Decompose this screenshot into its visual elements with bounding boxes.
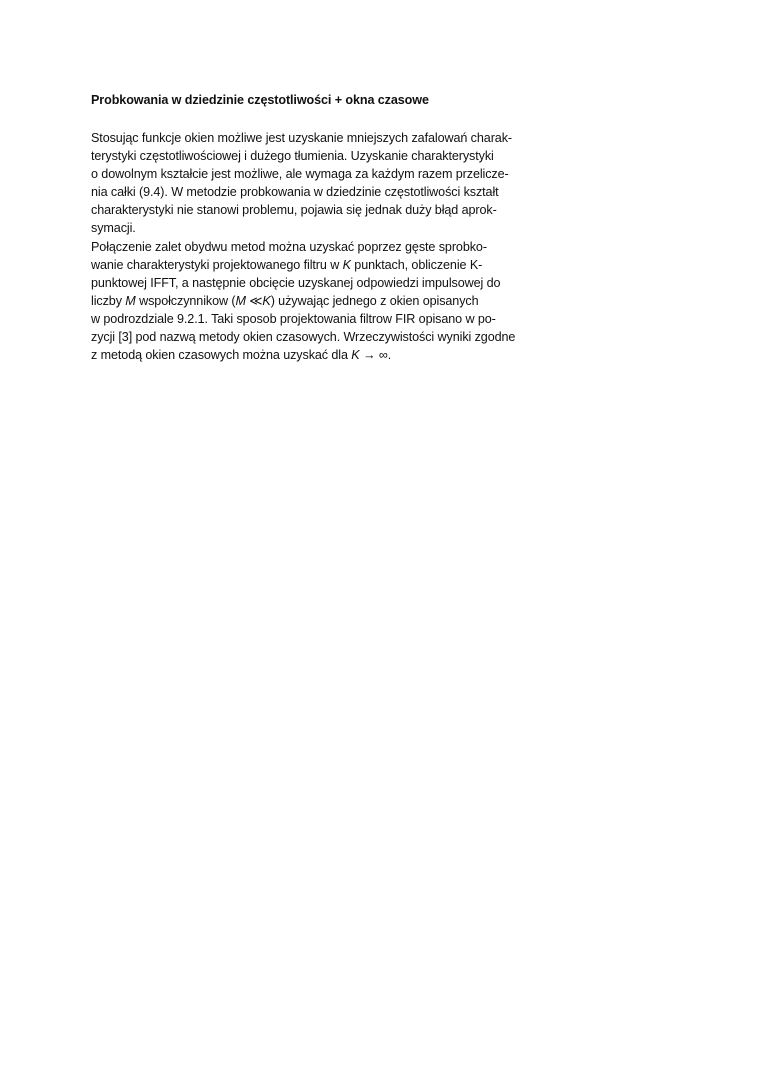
text-run: z metodą okien czasowych można uzyskać dla <box>91 348 352 363</box>
paragraph-1 <box>91 129 591 238</box>
text-run: wspołczynnikow ( <box>135 293 236 308</box>
paragraph-1-line: charakterystyki nie stanowi problemu, pojawia się jednak duży błąd aprok- <box>91 203 497 218</box>
paragraph-2-line <box>91 346 591 364</box>
text-run: liczby <box>91 293 126 308</box>
paragraph-2-line: zycji [3] pod nazwą metody okien czasowych. Wrzeczywistości wyniki zgodne <box>91 330 516 345</box>
paragraph-2-line: w podrozdziale 9.2.1. Taki sposob projektowania filtrow FIR opisano w po- <box>91 311 496 326</box>
paragraph-1-line: nia całki (9.4). W metodzie probkowania w dziedzinie częstotliwości kształt <box>91 185 499 200</box>
section-title: Probkowania w dziedzinie częstotliwości + okna czasowe <box>91 93 429 107</box>
math-symbol-m: M <box>125 293 136 308</box>
paragraph-1-line: terystyki częstotliwościowej i dużego tłumienia. Uzyskanie charakterystyki <box>91 149 494 164</box>
text-run: ) używając jednego z okien opisanych <box>270 293 479 308</box>
paragraph-2-line: Połączenie zalet obydwu metod można uzyskać poprzez gęste sprobko- <box>91 239 487 254</box>
paragraph-2-line <box>91 292 591 310</box>
paragraph-2 <box>91 238 591 365</box>
text-run: wanie charakterystyki projektowanego filtru w <box>91 257 343 272</box>
math-expression: M ≪K <box>235 293 271 308</box>
text-run: punktach, obliczenie K- <box>350 257 483 272</box>
paragraph-1-line: symacji. <box>91 221 136 236</box>
text-run: → ∞. <box>359 348 392 363</box>
math-symbol-k: K <box>351 348 360 363</box>
math-symbol-k: K <box>342 257 351 272</box>
paragraph-1-line: o dowolnym kształcie jest możliwe, ale wymaga za każdym razem przelicze- <box>91 167 509 182</box>
paragraph-1-line: Stosując funkcje okien możliwe jest uzyskanie mniejszych zafalowań charak- <box>91 131 512 145</box>
paragraph-2-line <box>91 256 591 274</box>
paragraph-2-line: punktowej IFFT, a następnie obcięcie uzyskanej odpowiedzi impulsowej do <box>91 275 501 290</box>
document-body <box>91 93 591 364</box>
